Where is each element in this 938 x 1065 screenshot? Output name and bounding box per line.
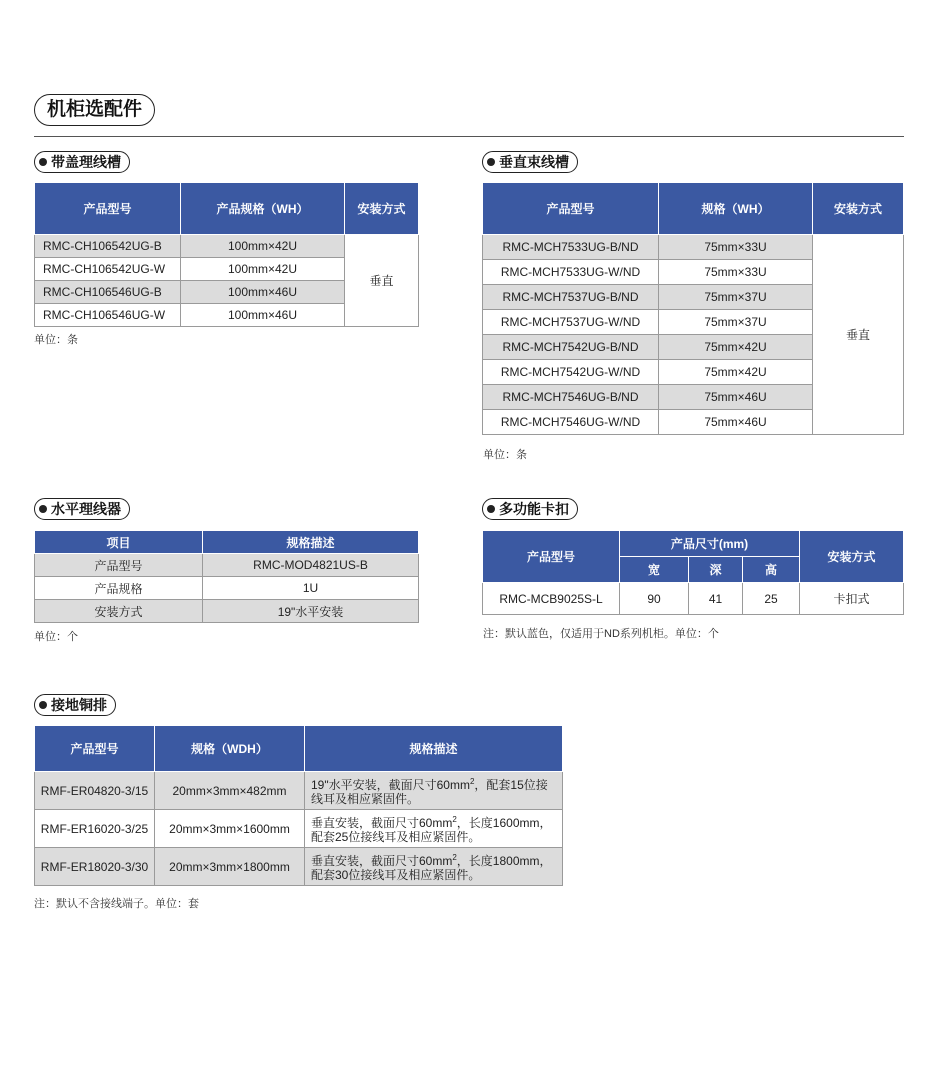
ground-table [34, 725, 563, 886]
header-cell: 产品尺寸(mm) [620, 531, 800, 557]
item-cell: 产品型号 [35, 554, 203, 577]
spec-cell: 20mm×3mm×482mm [155, 772, 305, 810]
spec-cell: 75mm×46U [659, 410, 813, 435]
section-title-text: 垂直束线槽 [499, 154, 569, 170]
desc-text: 垂直安装，截面尺寸60mm [311, 816, 453, 830]
header-cell: 宽 [620, 557, 689, 583]
header-cell: 产品型号 [35, 183, 181, 235]
model-cell: RMC-MCH7537UG-W/ND [483, 310, 659, 335]
header-cell: 高 [743, 557, 800, 583]
spec-cell: 75mm×33U [659, 235, 813, 260]
model-cell: RMC-CH106542UG-W [35, 258, 181, 281]
clip-table [482, 530, 904, 615]
table-header-row [483, 531, 904, 557]
spec-cell: 20mm×3mm×1800mm [155, 848, 305, 886]
bullet-icon [487, 505, 495, 513]
height-cell: 25 [743, 583, 800, 615]
spec-cell: 100mm×46U [181, 281, 345, 304]
desc-text: ，长度1600mm，配套25位接线耳及相应紧固件。 [311, 816, 552, 844]
header-cell: 规格（WDH） [155, 726, 305, 772]
install-cell: 垂直 [813, 235, 904, 435]
spec-cell: 75mm×46U [659, 385, 813, 410]
install-cell: 卡扣式 [800, 583, 904, 615]
table-row [35, 235, 419, 258]
depth-cell: 41 [689, 583, 743, 615]
section-title-text: 多功能卡扣 [499, 501, 569, 517]
desc-cell [305, 848, 563, 886]
spec-cell: 75mm×37U [659, 285, 813, 310]
section-title-ground [34, 694, 116, 716]
bullet-icon [39, 701, 47, 709]
table-row [35, 600, 419, 623]
model-cell: RMC-MCH7537UG-B/ND [483, 285, 659, 310]
spec-cell: 100mm×42U [181, 235, 345, 258]
section-title-text: 带盖理线槽 [51, 154, 121, 170]
model-cell: RMC-MCH7533UG-W/ND [483, 260, 659, 285]
table-header-row [483, 183, 904, 235]
clip-note: 注：默认蓝色，仅适用于ND系列机柜。单位：个 [483, 628, 719, 640]
table-row [35, 577, 419, 600]
model-cell: RMC-CH106546UG-W [35, 304, 181, 327]
cover-duct-table [34, 182, 419, 327]
unit-note: 单位：个 [34, 631, 78, 643]
desc-text: ，长度1800mm，配套30位接线耳及相应紧固件。 [311, 854, 552, 882]
desc-cell [305, 810, 563, 848]
page-title: 机柜选配件 [34, 94, 155, 126]
model-cell: RMC-MCH7542UG-B/ND [483, 335, 659, 360]
table-header-row [35, 183, 419, 235]
header-cell: 产品型号 [483, 183, 659, 235]
table-row [35, 554, 419, 577]
model-cell: RMF-ER04820-3/15 [35, 772, 155, 810]
spec-cell: 75mm×37U [659, 310, 813, 335]
header-cell: 产品型号 [483, 531, 620, 583]
value-cell: 1U [203, 577, 419, 600]
install-cell: 垂直 [345, 235, 419, 327]
model-cell: RMC-MCH7546UG-B/ND [483, 385, 659, 410]
section-title-horizontal [34, 498, 130, 520]
model-cell: RMC-CH106546UG-B [35, 281, 181, 304]
section-title-vertical-bundle [482, 151, 578, 173]
title-divider [34, 136, 904, 137]
header-cell: 规格（WH） [659, 183, 813, 235]
value-cell: RMC-MOD4821US-B [203, 554, 419, 577]
section-title-cover-duct [34, 151, 130, 173]
model-cell: RMC-MCH7546UG-W/ND [483, 410, 659, 435]
header-cell: 安装方式 [345, 183, 419, 235]
superscript: 2 [452, 853, 457, 862]
vertical-bundle-table [482, 182, 904, 435]
spec-cell: 75mm×42U [659, 335, 813, 360]
unit-note: 单位：条 [34, 334, 78, 346]
width-cell: 90 [620, 583, 689, 615]
spec-cell: 20mm×3mm×1600mm [155, 810, 305, 848]
section-title-clip [482, 498, 578, 520]
spec-cell: 100mm×42U [181, 258, 345, 281]
item-cell: 安装方式 [35, 600, 203, 623]
header-cell: 安装方式 [813, 183, 904, 235]
model-cell: RMC-MCH7542UG-W/ND [483, 360, 659, 385]
desc-cell [305, 772, 563, 810]
model-cell: RMF-ER18020-3/30 [35, 848, 155, 886]
table-row [35, 772, 563, 810]
ground-note: 注：默认不含接线端子。单位：套 [34, 898, 199, 910]
section-title-text: 水平理线器 [51, 501, 121, 517]
header-cell: 安装方式 [800, 531, 904, 583]
header-cell: 项目 [35, 531, 203, 554]
section-title-text: 接地铜排 [51, 697, 107, 713]
table-header-row [35, 726, 563, 772]
bullet-icon [39, 505, 47, 513]
spec-cell: 75mm×33U [659, 260, 813, 285]
model-cell: RMF-ER16020-3/25 [35, 810, 155, 848]
header-cell: 规格描述 [305, 726, 563, 772]
superscript: 2 [469, 777, 475, 786]
bullet-icon [487, 158, 495, 166]
desc-text: 19"水平安装，截面尺寸60mm [311, 778, 470, 792]
value-cell: 19"水平安装 [203, 600, 419, 623]
table-row [483, 235, 904, 260]
header-cell: 深 [689, 557, 743, 583]
unit-note: 单位：条 [483, 449, 527, 461]
table-row [483, 583, 904, 615]
model-cell: RMC-MCH7533UG-B/ND [483, 235, 659, 260]
header-cell: 产品规格（WH） [181, 183, 345, 235]
table-row [35, 848, 563, 886]
table-header-row [35, 531, 419, 554]
bullet-icon [39, 158, 47, 166]
desc-text: 垂直安装，截面尺寸60mm [311, 854, 453, 868]
spec-cell: 75mm×42U [659, 360, 813, 385]
superscript: 2 [452, 815, 457, 824]
model-cell: RMC-CH106542UG-B [35, 235, 181, 258]
spec-cell: 100mm×46U [181, 304, 345, 327]
horizontal-table [34, 530, 419, 623]
header-cell: 规格描述 [203, 531, 419, 554]
table-row [35, 810, 563, 848]
desc-text: ，配套15位接线耳及相应紧固件。 [311, 778, 548, 806]
model-cell: RMC-MCB9025S-L [483, 583, 620, 615]
header-cell: 产品型号 [35, 726, 155, 772]
item-cell: 产品规格 [35, 577, 203, 600]
